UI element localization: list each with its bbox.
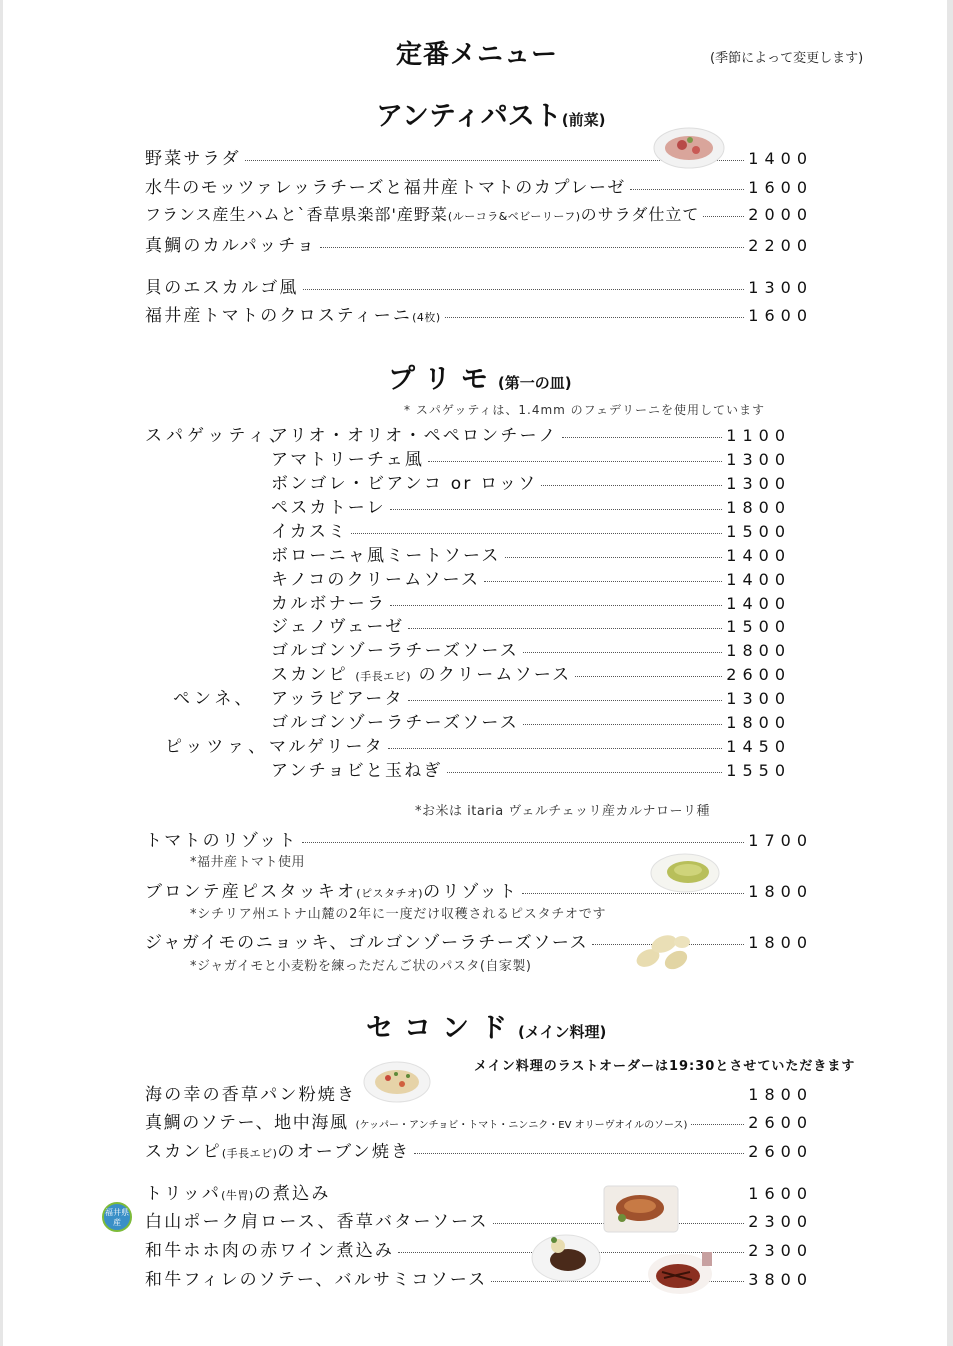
page-title: 定番メニュー xyxy=(396,40,559,70)
leader-dots xyxy=(320,247,744,248)
item-name-small: (4枚) xyxy=(412,311,441,324)
rice-note: *お米は itaria ヴェルチェッリ産カルナローリ種 xyxy=(415,804,710,819)
item-name: イカスミ xyxy=(271,522,348,542)
risotto-photo xyxy=(650,852,720,894)
item-name-tail: のオーブン焼き xyxy=(277,1142,411,1162)
menu-item xyxy=(271,469,791,494)
item-price: 1300 xyxy=(726,689,791,708)
item-note: *福井産トマト使用 xyxy=(190,855,306,870)
item-name: 真鯛のカルパッチョ xyxy=(145,236,317,256)
leader-dots xyxy=(575,676,722,677)
item-name-main: スカンピ xyxy=(145,1142,222,1162)
item-price: 1800 xyxy=(748,933,813,952)
item-price: 1400 xyxy=(726,546,791,565)
menu-item xyxy=(145,202,813,225)
item-name xyxy=(145,202,699,225)
salad-photo xyxy=(652,126,726,170)
item-name: 和牛フィレのソテー、バルサミコソース xyxy=(145,1270,488,1290)
leader-dots xyxy=(408,700,723,701)
menu-item xyxy=(271,421,791,446)
menu-item xyxy=(271,660,791,685)
item-name: アッラビアータ xyxy=(271,689,404,709)
item-price: 1700 xyxy=(748,831,813,850)
item-name: ジャガイモのニョッキ、ゴルゴンゾーラチーズソース xyxy=(145,933,589,953)
menu-item xyxy=(271,684,791,709)
secondo-title: セコンド xyxy=(366,1013,518,1044)
item-name xyxy=(145,1179,331,1204)
item-price: 1300 xyxy=(726,450,791,469)
menu-item xyxy=(271,493,791,518)
item-price: 1300 xyxy=(748,278,813,297)
item-name-tail: のリゾット xyxy=(423,882,519,902)
item-name-main: 真鯛のソテー、地中海風 xyxy=(145,1113,349,1133)
antipasto-subtitle: (前菜) xyxy=(561,111,606,129)
leader-dots xyxy=(447,772,723,773)
item-price: 2600 xyxy=(748,1142,813,1161)
primo-heading xyxy=(388,357,572,396)
item-name: ボンゴレ・ビアンコ or ロッソ xyxy=(271,474,538,494)
item-name-small: (ルーコラ&ベビーリーフ) xyxy=(447,210,581,223)
item-name xyxy=(145,877,518,902)
menu-item xyxy=(271,589,791,614)
item-name xyxy=(145,301,441,326)
menu-item xyxy=(145,1080,813,1105)
primo-subtitle: (第一の皿) xyxy=(497,374,572,392)
item-name: アンチョビと玉ねぎ xyxy=(271,761,443,781)
item-name: キノコのクリームソース xyxy=(271,570,481,590)
item-price: 2600 xyxy=(748,1113,813,1132)
item-price: 1600 xyxy=(748,306,813,325)
item-price: 1400 xyxy=(726,594,791,613)
menu-item xyxy=(271,636,791,661)
page-edge-right xyxy=(947,0,953,1346)
leader-dots xyxy=(390,605,722,606)
menu-item xyxy=(271,541,791,566)
leader-dots xyxy=(523,724,722,725)
item-name: 貝のエスカルゴ風 xyxy=(145,278,299,298)
item-name-main: ブロンテ産ピスタッキオ xyxy=(145,882,357,902)
item-name-main: トリッパ xyxy=(145,1184,222,1204)
spaghetti-note: * スパゲッティは、1.4mm のフェデリーニを使用しています xyxy=(404,403,766,417)
menu-item xyxy=(271,756,791,781)
item-name-small: (ピスタチオ) xyxy=(356,887,424,900)
item-name: 和牛ホホ肉の赤ワイン煮込み xyxy=(145,1241,395,1261)
item-name-main: スカンピ xyxy=(271,665,348,685)
leader-dots xyxy=(541,485,722,486)
leader-dots xyxy=(302,842,745,843)
menu-item xyxy=(145,928,813,953)
item-price: 1600 xyxy=(748,178,813,197)
item-name: アマトリーチェ風 xyxy=(271,450,425,470)
penne-label: ペンネ、 xyxy=(173,689,256,709)
item-price: 1800 xyxy=(748,882,813,901)
menu-item xyxy=(145,231,813,256)
antipasto-title: アンティパスト xyxy=(376,101,562,132)
beef-cheek-photo xyxy=(530,1228,602,1284)
item-price: 1600 xyxy=(748,1184,813,1203)
item-name xyxy=(145,1108,687,1133)
item-name: マルゲリータ xyxy=(269,737,384,757)
item-price: 1800 xyxy=(726,641,791,660)
item-name-small: (手長エビ) xyxy=(221,1147,278,1160)
item-price: 1100 xyxy=(726,426,791,445)
leader-dots xyxy=(523,652,722,653)
item-name-main: フランス産生ハムと`香草県楽部'産野菜 xyxy=(145,205,448,224)
leader-dots xyxy=(414,1153,744,1154)
spaghetti-label: スパゲッティ、 xyxy=(145,426,290,446)
item-price: 2300 xyxy=(748,1212,813,1231)
leader-dots xyxy=(445,317,745,318)
page-edge-left xyxy=(0,0,3,1346)
menu-item xyxy=(145,173,813,198)
pork-photo xyxy=(602,1184,680,1234)
pizza-label: ピッツァ、 xyxy=(165,737,270,757)
item-price: 1400 xyxy=(748,149,813,168)
last-order-note: メイン料理のラストオーダーは19:30とさせていただきます xyxy=(474,1059,856,1074)
item-name: ゴルゴンゾーラチーズソース xyxy=(271,713,519,733)
menu-item xyxy=(145,826,813,851)
menu-item xyxy=(271,612,791,637)
item-name: 野菜サラダ xyxy=(145,149,241,169)
menu-item xyxy=(271,445,791,470)
item-name: 白山ポーク肩ロース、香草バターソース xyxy=(145,1212,489,1232)
menu-item xyxy=(145,1108,813,1133)
item-name-tail: のサラダ仕立て xyxy=(580,205,700,224)
item-name-main: 福井産トマトのクロスティーニ xyxy=(145,306,413,326)
item-price: 2000 xyxy=(748,205,813,224)
leader-dots xyxy=(703,216,744,217)
menu-item xyxy=(145,301,813,326)
item-price: 1400 xyxy=(726,570,791,589)
leader-dots xyxy=(303,289,745,290)
item-price: 2200 xyxy=(748,236,813,255)
item-name-small: (ケッパー・アンチョビ・トマト・ニンニク・EV オリーヴオイルのソース) xyxy=(355,1120,688,1131)
item-name: ボローニャ風ミートソース xyxy=(271,546,501,566)
item-name: ペスカトーレ xyxy=(271,498,386,518)
item-price: 1800 xyxy=(748,1085,813,1104)
item-price: 1800 xyxy=(726,498,791,517)
secondo-heading xyxy=(366,1006,606,1045)
leader-dots xyxy=(691,1124,744,1125)
item-name-tail: のクリームソース xyxy=(418,665,572,685)
leader-dots xyxy=(390,509,722,510)
item-price: 3800 xyxy=(748,1270,813,1289)
primo-title: プリモ xyxy=(388,364,498,395)
item-name xyxy=(145,1137,410,1162)
leader-dots xyxy=(630,189,744,190)
item-name: アリオ・オリオ・ペペロンチーノ xyxy=(271,426,558,446)
item-name-small: (牛胃) xyxy=(221,1189,254,1202)
menu-item xyxy=(271,708,791,733)
item-name: トマトのリゾット xyxy=(145,831,298,851)
item-price: 2300 xyxy=(748,1241,813,1260)
item-price: 1500 xyxy=(726,617,791,636)
leader-dots xyxy=(351,533,722,534)
item-name xyxy=(271,660,571,685)
leader-dots xyxy=(562,437,723,438)
gnocchi-photo xyxy=(628,928,694,974)
menu-item xyxy=(271,517,791,542)
menu-item xyxy=(145,1207,813,1232)
menu-item xyxy=(271,565,791,590)
seafood-photo xyxy=(362,1058,432,1104)
item-name: 水牛のモッツァレッラチーズと福井産トマトのカプレーゼ xyxy=(145,178,626,198)
secondo-subtitle: (メイン料理) xyxy=(518,1023,607,1041)
fukui-badge-icon: 福井県産 xyxy=(102,1202,132,1232)
item-note: *ジャガイモと小麦粉を練っただんご状のパスタ(自家製) xyxy=(190,959,532,974)
item-name-small: (手長エビ) xyxy=(355,670,412,683)
item-price: 1800 xyxy=(726,713,791,732)
item-note: *シチリア州エトナ山麓の2年に一度だけ収穫されるピスタチオです xyxy=(190,907,607,922)
leader-dots xyxy=(388,748,722,749)
leader-dots xyxy=(505,557,723,558)
item-name: カルボナーラ xyxy=(271,594,387,614)
season-note: (季節によって変更します) xyxy=(710,51,864,66)
leader-dots xyxy=(428,461,722,462)
leader-dots xyxy=(484,581,722,582)
item-name: ジェノヴェーゼ xyxy=(271,617,405,637)
antipasto-heading xyxy=(376,94,605,133)
item-price: 1300 xyxy=(726,474,791,493)
menu-item xyxy=(145,1137,813,1162)
steak-photo xyxy=(646,1250,714,1296)
item-price: 1550 xyxy=(726,761,791,780)
item-price: 2600 xyxy=(726,665,791,684)
menu-item xyxy=(145,1179,813,1204)
leader-dots xyxy=(408,628,722,629)
item-name-tail: の煮込み xyxy=(253,1184,331,1204)
menu-item xyxy=(145,273,813,298)
item-price: 1450 xyxy=(726,737,791,756)
menu-item xyxy=(269,732,791,757)
item-name: 海の幸の香草パン粉焼き xyxy=(145,1085,357,1105)
item-name: ゴルゴンゾーラチーズソース xyxy=(271,641,519,661)
item-price: 1500 xyxy=(726,522,791,541)
